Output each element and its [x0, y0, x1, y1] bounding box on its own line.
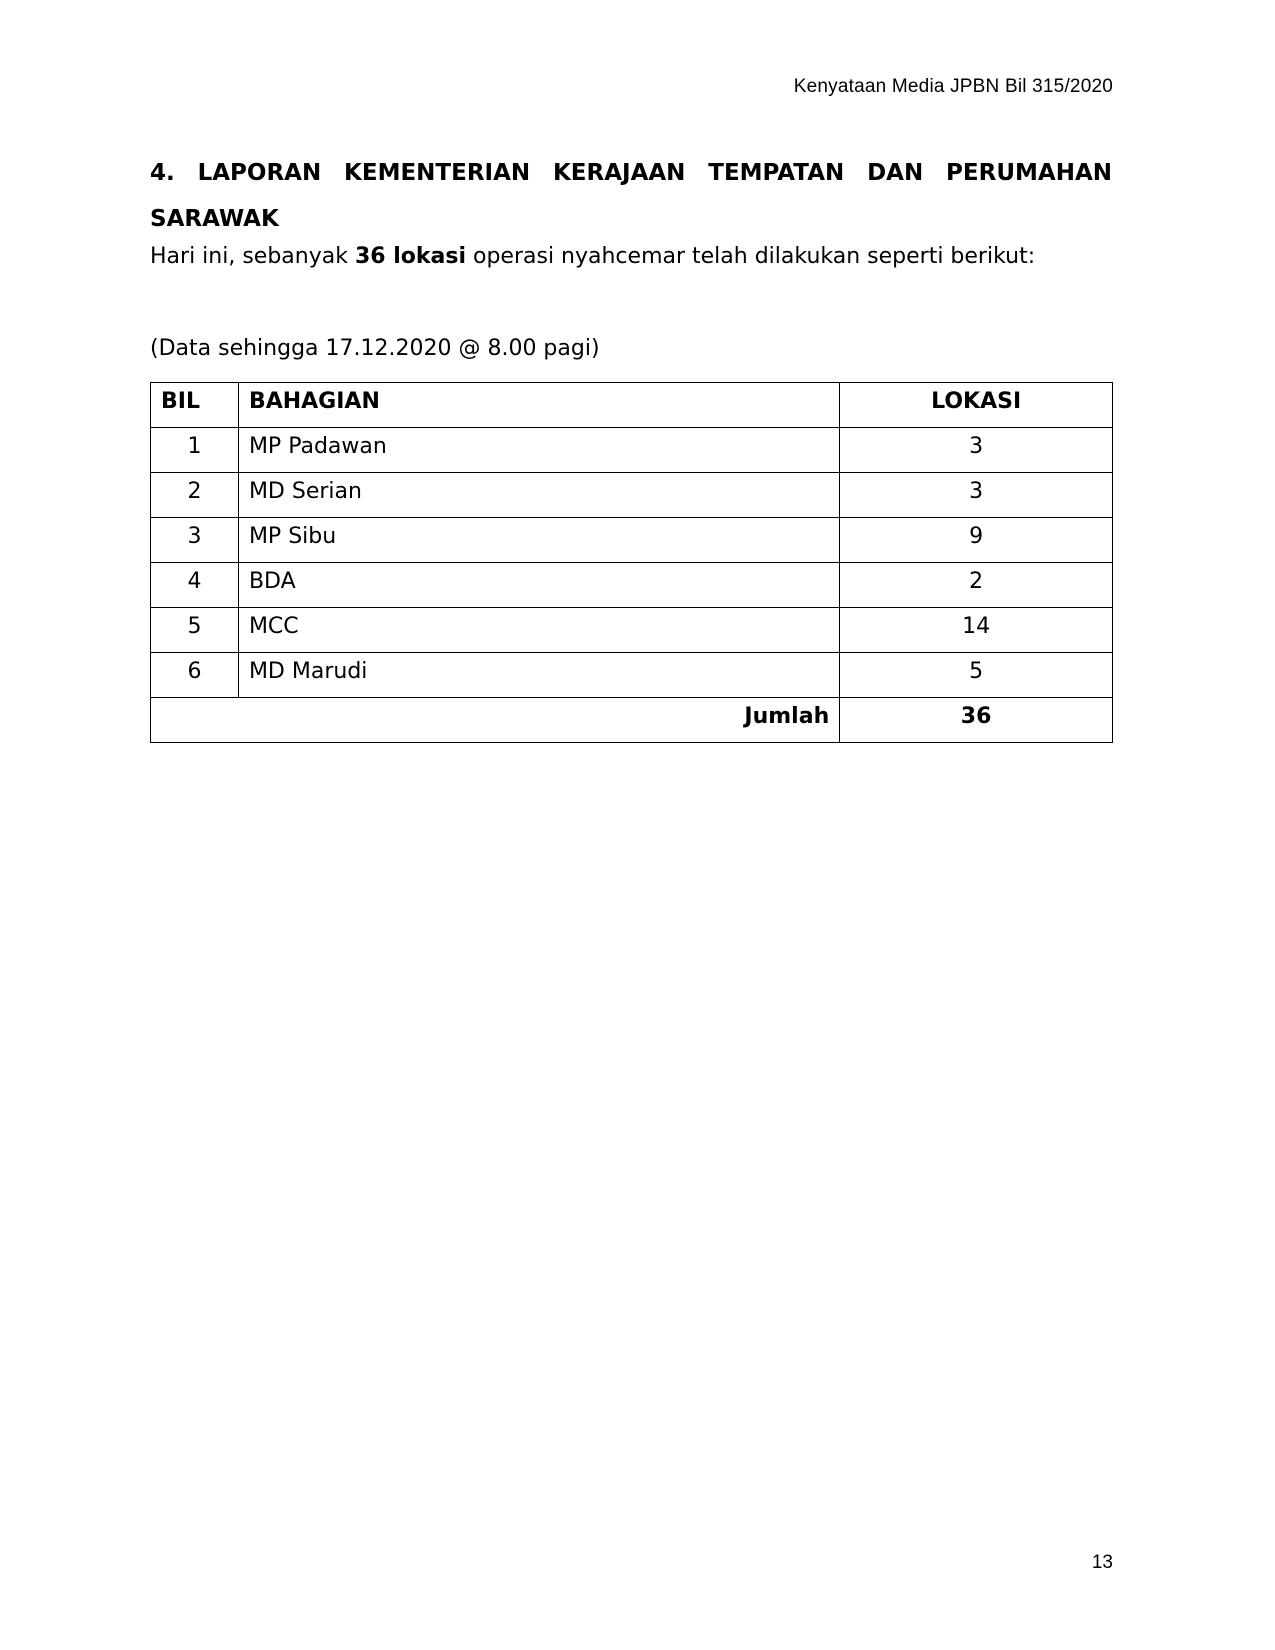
- table-total-row: [151, 698, 1113, 743]
- table-header-row: [151, 383, 1113, 428]
- cell-bahagian: BDA: [238, 563, 839, 608]
- total-label: Jumlah: [151, 698, 840, 743]
- section-heading: 4. LAPORAN KEMENTERIAN KERAJAAN TEMPATAN DAN PERUMAHAN SARAWAK: [150, 160, 1112, 232]
- cell-bil: 1: [151, 428, 239, 473]
- total-value: 36: [840, 698, 1113, 743]
- cell-lokasi: 14: [840, 608, 1113, 653]
- table-row: [151, 518, 1113, 563]
- cell-lokasi: 5: [840, 653, 1113, 698]
- cell-bil: 2: [151, 473, 239, 518]
- table-row: [151, 473, 1113, 518]
- intro-text-before: Hari ini, sebanyak: [150, 244, 355, 269]
- cell-bahagian: MP Sibu: [238, 518, 839, 563]
- cell-bahagian: MD Serian: [238, 473, 839, 518]
- cell-bahagian: MD Marudi: [238, 653, 839, 698]
- cell-bahagian: MP Padawan: [238, 428, 839, 473]
- header-bahagian: BAHAGIAN: [238, 383, 839, 428]
- table-row: [151, 563, 1113, 608]
- cell-bil: 6: [151, 653, 239, 698]
- cell-lokasi: 3: [840, 473, 1113, 518]
- table-row: [151, 608, 1113, 653]
- table-row: [151, 653, 1113, 698]
- lokasi-table: [150, 382, 1113, 743]
- page-number: 13: [1091, 1552, 1113, 1573]
- table-row: [151, 428, 1113, 473]
- page-header: Kenyataan Media JPBN Bil 315/2020: [793, 76, 1113, 97]
- cell-bil: 4: [151, 563, 239, 608]
- cell-bahagian: MCC: [238, 608, 839, 653]
- header-lokasi: LOKASI: [840, 383, 1113, 428]
- cell-bil: 5: [151, 608, 239, 653]
- intro-paragraph: [150, 244, 1112, 269]
- intro-text-bold: 36 lokasi: [354, 244, 466, 269]
- cell-bil: 3: [151, 518, 239, 563]
- data-date-note: (Data sehingga 17.12.2020 @ 8.00 pagi): [150, 336, 600, 361]
- cell-lokasi: 9: [840, 518, 1113, 563]
- intro-text-after: operasi nyahcemar telah dilakukan seperti berikut:: [466, 244, 1036, 269]
- cell-lokasi: 2: [840, 563, 1113, 608]
- cell-lokasi: 3: [840, 428, 1113, 473]
- header-bil: BIL: [151, 383, 239, 428]
